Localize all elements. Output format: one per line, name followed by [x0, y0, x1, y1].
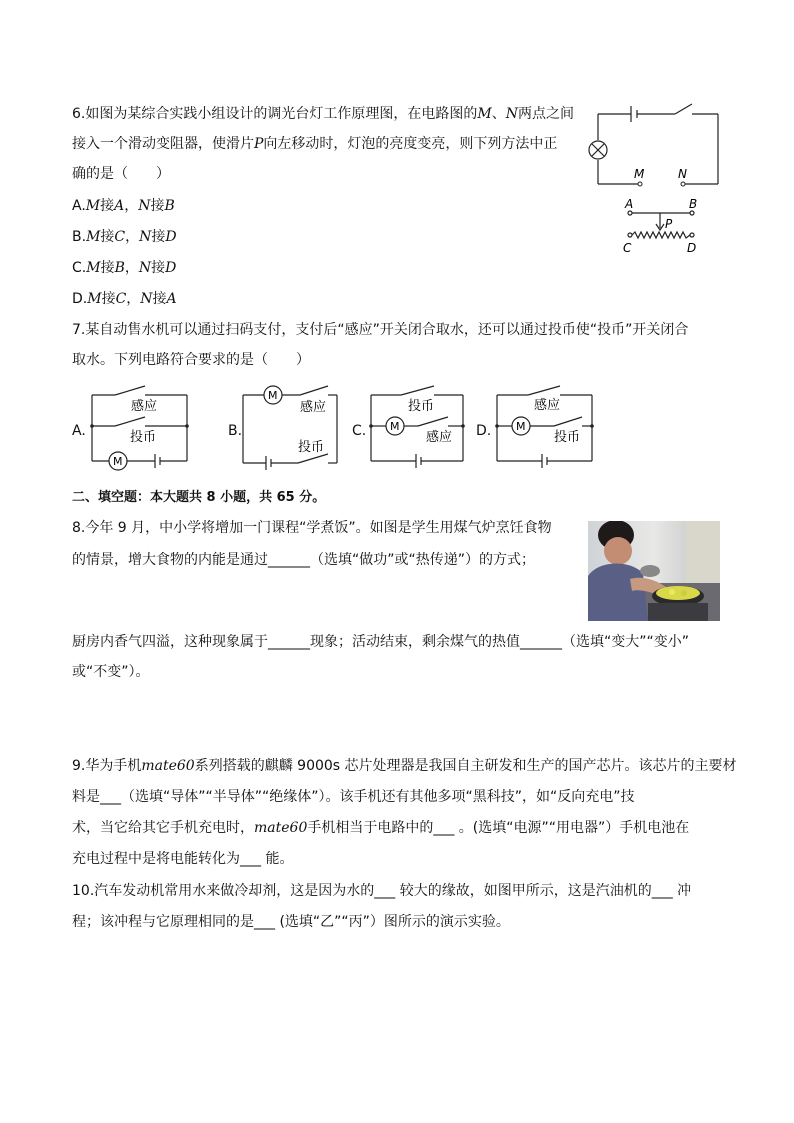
q7-circuit-c[interactable]: [366, 383, 471, 473]
label-d: D: [687, 241, 697, 255]
q6-circuit-diagram: [585, 100, 735, 260]
q6-line-2: 接入一个滑动变阻器，使滑片P向左移动时，灯泡的亮度变亮，则下列方法中正: [72, 136, 558, 152]
svg-text:M: M: [113, 455, 123, 468]
svg-text:M: M: [390, 420, 400, 433]
q9-line-2: 料是___（选填“导体”“半导体”“绝缘体”）。该手机还有其他多项“黑科技”，如“反向充电”技: [72, 789, 635, 805]
svg-text:感应: 感应: [426, 430, 453, 445]
svg-text:投币: 投币: [408, 399, 435, 414]
q7-option-d-label[interactable]: D.: [476, 423, 492, 439]
q6-option-d[interactable]: D.M接C，N接A: [72, 291, 177, 307]
q7-circuit-b[interactable]: [240, 381, 345, 471]
q6-option-b[interactable]: B.M接C，N接D: [72, 229, 177, 245]
svg-text:感应: 感应: [300, 400, 327, 415]
q8-line-2: 的情景，增大食物的内能是通过______（选填“做功”或“热传递”）的方式；: [72, 552, 536, 568]
label-n: N: [678, 167, 687, 181]
svg-text:M: M: [268, 389, 278, 402]
q8-line-1: 8.今年 9 月，中小学将增加一门课程“学煮饭”。如图是学生用煤气炉烹饪食物: [72, 520, 552, 536]
cooking-photo: [588, 521, 720, 621]
q9-line-1: 9.华为手机mate60系列搭载的麒麟 9000s 芯片处理器是我国自主研发和生产的国产芯片。该芯片的主要材: [72, 758, 737, 774]
q7-circuit-d[interactable]: [492, 383, 602, 473]
label-b: B: [689, 197, 698, 211]
q10-line-1: 10.汽车发动机常用水来做冷却剂，这是因为水的___ 较大的缘故，如图甲所示，这是汽油机的___ 冲: [72, 883, 692, 899]
svg-text:M: M: [516, 420, 526, 433]
label-p: P: [665, 217, 673, 231]
q8-line-4: 或“不变”）。: [72, 664, 150, 680]
q9-line-3: 术，当它给其它手机充电时，mate60手机相当于电路中的___ 。(选填“电源”“用电器”）手机电池在: [72, 820, 690, 836]
q7-option-a-label[interactable]: A.: [72, 423, 86, 439]
section-heading: 二、填空题：本大题共 8 小题，共 65 分。: [72, 490, 326, 505]
q6-line-1: 6.如图为某综合实践小组设计的调光台灯工作原理图，在电路图的M、N两点之间: [72, 106, 574, 122]
q7-line-2: 取水。下列电路符合要求的是（ ）: [72, 352, 310, 368]
q9-line-4: 充电过程中是将电能转化为___ 能。: [72, 851, 294, 867]
q6-option-a[interactable]: A.M接A，N接B: [72, 198, 175, 214]
svg-text:投币: 投币: [298, 440, 325, 455]
svg-text:投币: 投币: [130, 430, 157, 445]
svg-text:投币: 投币: [554, 430, 581, 445]
q6-option-c[interactable]: C.M接B，N接D: [72, 260, 177, 276]
svg-text:感应: 感应: [534, 398, 561, 413]
label-a: A: [625, 197, 634, 211]
q8-line-3: 厨房内香气四溢，这种现象属于______现象；活动结束，剩余煤气的热值______（选填“变大”“变小”: [72, 634, 690, 650]
svg-text:感应: 感应: [131, 399, 158, 414]
q7-line-1: 7.某自动售水机可以通过扫码支付，支付后“感应”开关闭合取水，还可以通过投币使“投币”开关闭合: [72, 322, 689, 338]
resistance-wire: [632, 232, 690, 238]
q7-option-b-label[interactable]: B.: [228, 423, 243, 439]
label-m: M: [634, 167, 645, 181]
switch-blade: [675, 104, 692, 114]
q6-line-3: 确的是（ ）: [72, 166, 170, 182]
label-c: C: [623, 241, 632, 255]
q7-circuit-a[interactable]: [85, 383, 195, 473]
q10-line-2: 程；该冲程与它原理相同的是___ (选填“乙”“丙”）图所示的演示实验。: [72, 914, 510, 930]
q7-option-c-label[interactable]: C.: [352, 423, 367, 439]
